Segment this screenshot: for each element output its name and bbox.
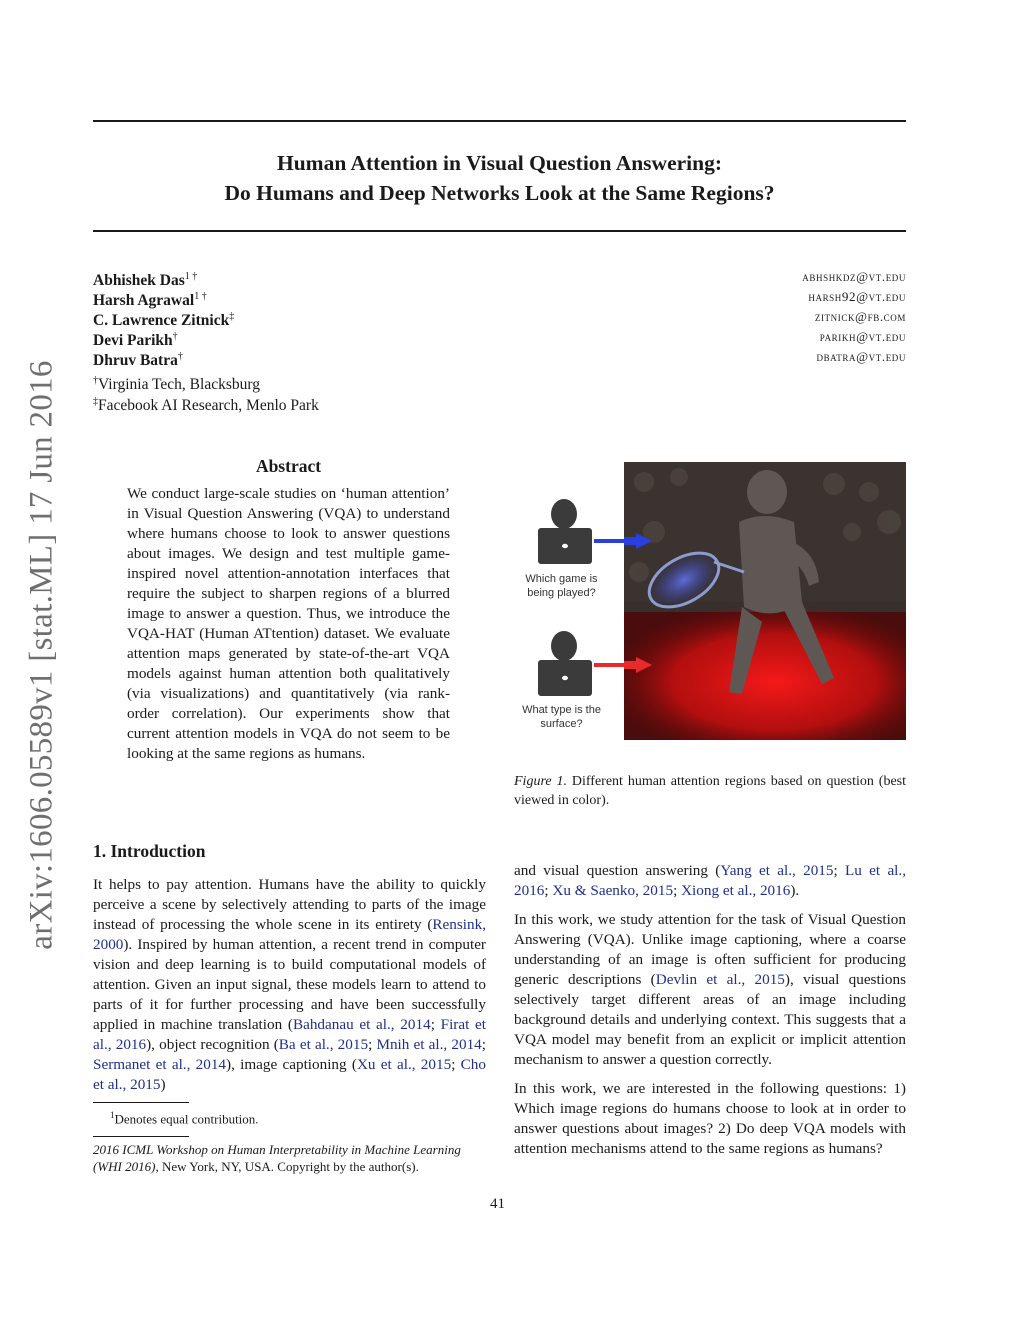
footnote-1: $^1$Denotes equal contribution.	[110, 1110, 259, 1127]
person-at-laptop-icon	[538, 631, 592, 696]
citation-link[interactable]: Ba et al., 2015	[278, 1036, 369, 1053]
citation-link[interactable]: Cho et al., 2015	[93, 1056, 486, 1093]
section-heading-introduction: 1. Introduction	[93, 841, 206, 861]
title-top-rule	[93, 120, 906, 122]
intro-paragraph-1-continued: and visual question answering (Yang et al., 2015; Lu et al., 2016; Xu & Saenko, 2015; Xiong et al., 2016).	[514, 862, 906, 899]
tennis-attention-image	[624, 462, 906, 740]
figure-question-1: Which game is being played?	[525, 573, 598, 599]
person-at-laptop-icon	[538, 499, 592, 564]
email-1[interactable]: abhshkdz@vt.edu	[802, 269, 906, 284]
author-1: Abhishek Das$^{1 \dagger}$	[93, 271, 198, 290]
workshop-note: 2016 ICML Workshop on Human Interpretability in Machine Learning (WHI 2016), New York, NY, USA. Copyright by the author(s).	[93, 1142, 461, 1174]
citation-link[interactable]: Lu et al., 2016	[514, 862, 906, 899]
page-number: 41	[490, 1196, 505, 1212]
title-line-1: Human Attention in Visual Question Answering:	[276, 151, 722, 175]
intro-column-left	[93, 875, 486, 1104]
email-5[interactable]: dbatra@vt.edu	[816, 349, 906, 364]
abstract-text: We conduct large-scale studies on ‘human attention’ in Visual Question Answering (VQA) to understand where humans choose to look to answer questions about images. We design and test multiple game-inspired novel attention-annotation interfaces that require the subject to sharpen regions of a blurred image to answer a question. Thus, we introduce the VQA-HAT (Human ATtention) dataset. We evaluate attention maps generated by state-of-the-art VQA models against human attention both qualitatively (via visualizations) and quantitatively (via rank-order correlation). Our experiments show that current attention models in VQA do not seem to be looking at the same regions as humans.	[127, 485, 450, 762]
arxiv-stamp-text: arXiv:1606.05589v1 [stat.ML] 17 Jun 2016	[23, 360, 60, 950]
abstract-heading: Abstract	[255, 456, 322, 476]
citation-link[interactable]: Xu et al., 2015	[356, 1056, 452, 1073]
author-3: C. Lawrence Zitnick‡	[93, 311, 235, 330]
title-bottom-rule	[93, 230, 906, 232]
email-3[interactable]: zitnick@fb.com	[814, 309, 906, 324]
footnote-rule-2	[93, 1136, 189, 1137]
intro-paragraph-2: In this work, we study attention for the task of Visual Question Answering (VQA). Unlike image captioning, where a coarse understanding of an image is often sufficient for producing generic descriptions (Devlin et al., 2015), visual questions selectively target different areas of an image including background details and underlying context. This suggests that a VQA model may benefit from an explicit or implicit attention mechanism to answer a question correctly.	[514, 911, 907, 1068]
paper-title	[93, 148, 906, 208]
citation-link[interactable]: Sermanet et al., 2014	[93, 1056, 227, 1073]
email-4[interactable]: parikh@vt.edu	[819, 329, 906, 344]
citation-link[interactable]: Mnih et al., 2014	[376, 1036, 482, 1053]
citation-link[interactable]: Xiong et al., 2016	[681, 882, 791, 899]
title-line-2: Do Humans and Deep Networks Look at the Same Regions?	[224, 181, 775, 205]
affiliation-2: ‡Facebook AI Research, Menlo Park	[93, 396, 319, 415]
footnote-rule	[93, 1102, 189, 1103]
figure-question-2: What type is the surface?	[522, 704, 601, 730]
figure-1	[514, 462, 906, 742]
figure-icons	[514, 462, 624, 742]
intro-column-right	[514, 861, 906, 1168]
citation-link[interactable]: Xu & Saenko, 2015	[552, 882, 674, 899]
arxiv-stamp	[12, 355, 72, 955]
citation-link[interactable]: Firat et al., 2016	[93, 1016, 486, 1053]
citation-link[interactable]: Yang et al., 2015	[720, 862, 834, 879]
citation-link[interactable]: Devlin et al., 2015	[655, 971, 785, 988]
intro-paragraph-3: In this work, we are interested in the following questions: 1) Which image regions do humans choose to look at in order to answer questions about images? 2) Do deep VQA models with attention mechanisms attend to the same regions as humans?	[514, 1080, 906, 1157]
figure-1-caption: Figure 1. Different human attention regions based on question (best viewed in color).	[514, 774, 906, 808]
citation-link[interactable]: Bahdanau et al., 2014	[292, 1016, 431, 1033]
author-4: Devi Parikh†	[93, 331, 178, 350]
intro-paragraph-1: It helps to pay attention. Humans have the ability to quickly perceive a scene by selectively attending to parts of the image instead of processing the whole scene in its entirety (Rensink, 2000). Inspired by human attention, a recent trend in computer vision and deep learning is to build computational models of attention. Given an input signal, these models learn to attend to parts of it for further processing and have been successfully applied in machine translation (Bahdanau et al., 2014; Firat et al., 2016), object recognition (Ba et al., 2015; Mnih et al., 2014; Sermanet et al., 2014), image captioning (Xu et al., 2015; Cho et al., 2015)	[93, 876, 486, 1093]
author-5: Dhruv Batra†	[93, 351, 183, 370]
email-2[interactable]: harsh92@vt.edu	[808, 289, 906, 304]
author-2: Harsh Agrawal$^{1 \dagger}$	[93, 291, 207, 310]
affiliation-1: †Virginia Tech, Blacksburg	[93, 375, 261, 394]
citation-link[interactable]: Rensink, 2000	[93, 916, 486, 953]
